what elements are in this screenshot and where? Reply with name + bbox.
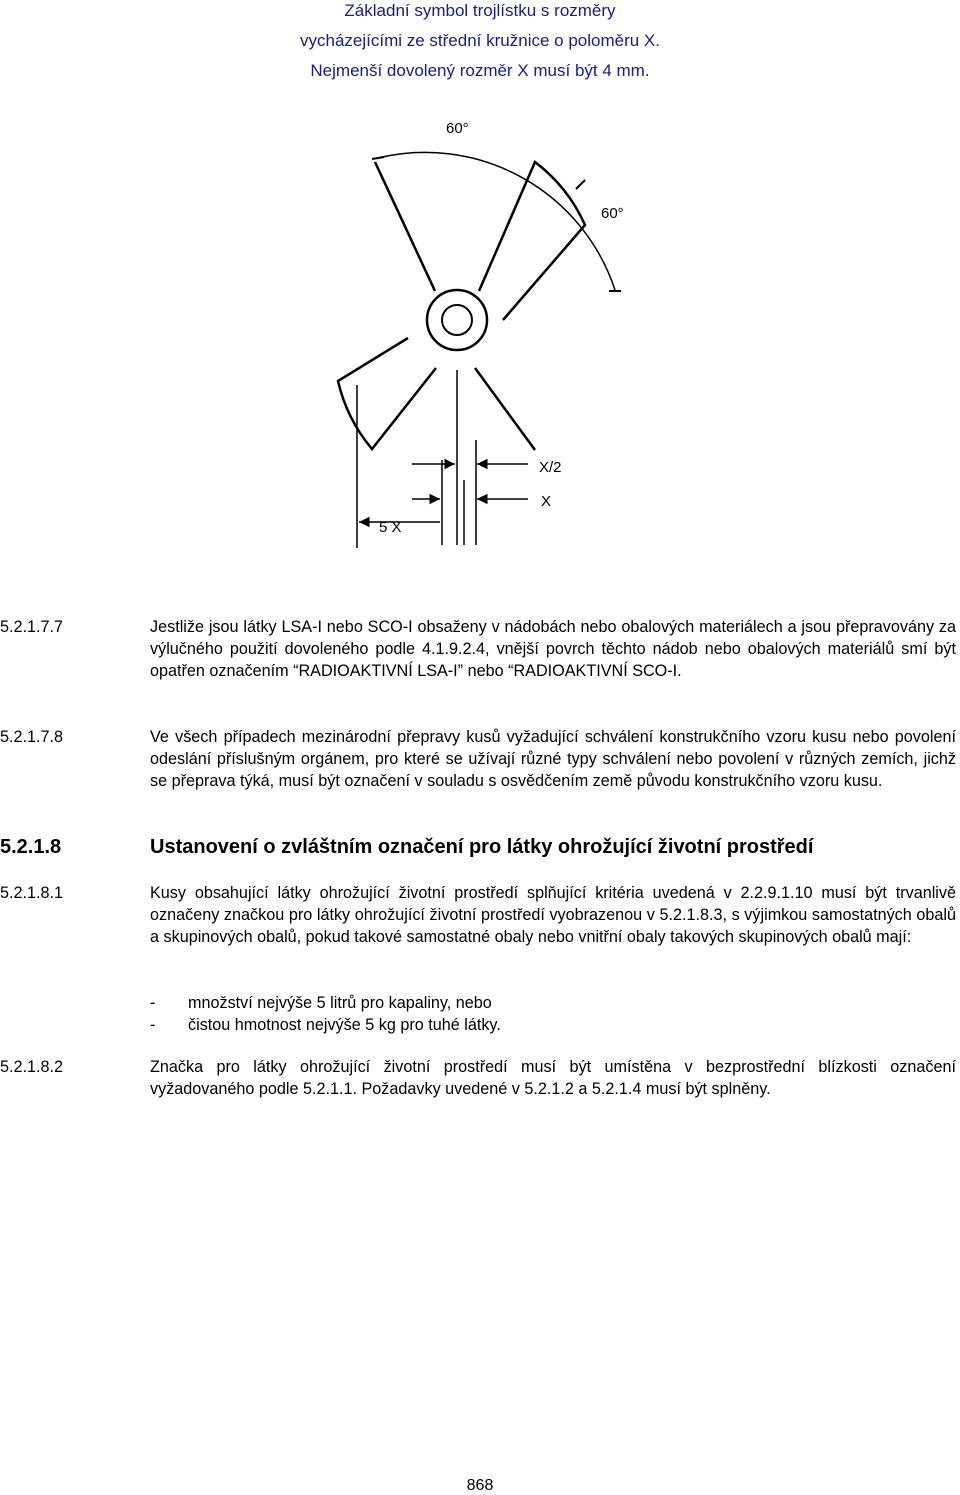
paragraph-number: 5.2.1.8.2 — [0, 1058, 64, 1076]
trefoil-blade-left — [375, 162, 435, 291]
list-item-text: množství nejvýše 5 litrů pro kapaliny, nebo — [188, 994, 492, 1012]
figure-caption — [0, 0, 960, 86]
list-dash: - — [150, 1016, 156, 1034]
angle-tick-left — [372, 157, 384, 159]
caption-line-1: Základní symbol trojlístku s rozměry — [344, 1, 616, 20]
trefoil-blade-right — [479, 162, 585, 320]
angle-tick-mid — [576, 180, 585, 189]
paragraph-number: 5.2.1.7.8 — [0, 728, 64, 746]
dimension-label-5x: 5 X — [379, 519, 402, 536]
list-dash: - — [150, 994, 156, 1012]
paragraph-5-2-1-8-2 — [0, 1056, 960, 1100]
trefoil-center-outer-circle — [427, 290, 487, 350]
trefoil-blade-bottom — [338, 338, 535, 450]
angle-label-right: 60° — [601, 205, 624, 222]
paragraph-text: Kusy obsahující látky ohrožující životní prostředí splňující kritéria uvedená v 2.2.9.1.10 musí být trvanlivě označeny značkou pro látky ohrožující životní prostředí vyobrazenou v 5.2.1.8.3, s výjimkou samostatných obalů a skupinových obalů, pokud takové samostatné obaly nebo vnitřní obaly takových skupinových obalů mají: — [150, 884, 956, 946]
paragraph-number: 5.2.1.7.7 — [0, 618, 64, 636]
trefoil-dimension-diagram — [0, 105, 960, 555]
heading-number: 5.2.1.8 — [0, 836, 62, 858]
paragraph-5-2-1-7-7 — [0, 616, 960, 682]
angle-label-top: 60° — [446, 120, 469, 137]
paragraph-number: 5.2.1.8.1 — [0, 884, 64, 902]
section-heading-5-2-1-8 — [0, 834, 960, 860]
caption-line-2: vycházejícími ze střední kružnice o poloměru X. — [300, 31, 660, 50]
dimension-label-x: X — [541, 493, 552, 510]
paragraph-5-2-1-7-8 — [0, 726, 960, 792]
trefoil-center-inner-circle — [442, 305, 472, 335]
paragraph-text: Ve všech případech mezinárodní přepravy kusů vyžadující schválení konstrukčního vzoru kusu nebo povolení odeslání příslušným orgánem, pro které se užívají různé typy schválení nebo povolení v různých zemích, jichž se přeprava týká, musí být označení v souladu s osvědčením země původu konstrukčního vzoru kusu. — [150, 728, 956, 790]
list-item-text: čistou hmotnost nejvýše 5 kg pro tuhé látky. — [188, 1016, 501, 1034]
paragraph-text: Jestliže jsou látky LSA-I nebo SCO-I obsaženy v nádobách nebo obalových materiálech a jsou přepravovány za výlučného použití dovoleného podle 4.1.9.2.4, vnější povrch těchto nádob nebo obalových materiálů smí být opatřen označením “RADIOAKTIVNÍ LSA-I” nebo “RADIOAKTIVNÍ SCO-I. — [150, 618, 956, 680]
paragraph-text: Značka pro látky ohrožující životní prostředí musí být umístěna v bezprostřední blízkosti označení vyžadovaného podle 5.2.1.1. Požadavky uvedené v 5.2.1.2 a 5.2.1.4 musí být splněny. — [150, 1058, 956, 1098]
paragraph-5-2-1-8-1 — [0, 882, 960, 948]
dimension-label-half-x: X/2 — [539, 459, 562, 476]
angle-arc — [378, 152, 615, 290]
page-number: 868 — [466, 1477, 494, 1494]
heading-title: Ustanovení o zvláštním označení pro látky ohrožující životní prostředí — [150, 836, 814, 858]
caption-line-3: Nejmenší dovolený rozměr X musí být 4 mm. — [310, 61, 650, 80]
